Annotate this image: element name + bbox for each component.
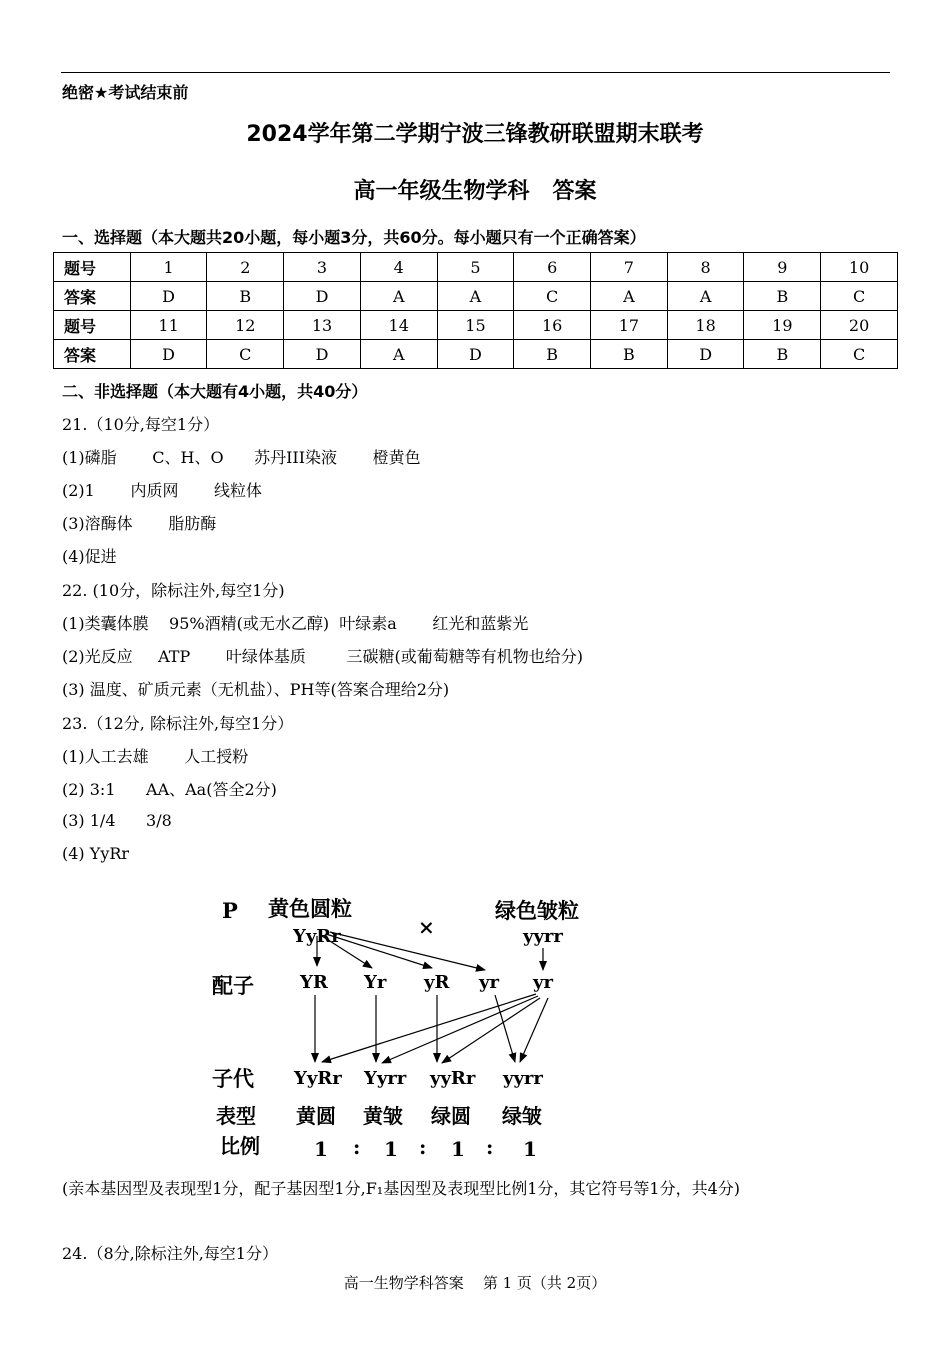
table-cell: B <box>591 340 668 369</box>
table-cell: B <box>744 282 821 311</box>
arrow-line <box>330 932 485 970</box>
table-cell: D <box>284 340 361 369</box>
gamete: yR <box>424 972 450 993</box>
offspring-phenotype: 黄圆 <box>296 1104 336 1128</box>
section1-heading: 一、选择题（本大题共20小题，每小题3分，共60分。每小题只有一个正确答案） <box>62 228 646 247</box>
table-row <box>54 282 898 311</box>
table-cell: A <box>360 282 437 311</box>
gamete: yr <box>533 972 553 993</box>
gamete: yr <box>479 972 499 993</box>
scoring-note: (亲本基因型及表现型1分，配子基因型1分,F₁基因型及表现型比例1分，其它符号等1分，共4分) <box>62 1179 740 1198</box>
answer-line: 22. (10分，除标注外,每空1分) <box>62 581 285 600</box>
offspring-phenotype: 绿皱 <box>502 1104 542 1128</box>
answer-line: (2)1 内质网 线粒体 <box>62 481 263 500</box>
table-cell: A <box>437 282 514 311</box>
offspring-genotype: Yyrr <box>364 1068 407 1089</box>
num-label: 题号 <box>54 311 131 340</box>
table-cell: 4 <box>360 253 437 282</box>
answer-line: (2)光反应 ATP 叶绿体基质 三碳糖(或葡萄糖等有机物也给分) <box>62 647 583 666</box>
table-cell: 12 <box>207 311 284 340</box>
gamete-label: 配子 <box>212 973 254 998</box>
gamete: YR <box>300 972 328 993</box>
table-cell: A <box>360 340 437 369</box>
parent2-phenotype: 绿色皱粒 <box>495 898 579 923</box>
answer-line: (3) 温度、矿质元素（无机盐）、PH等(答案合理给2分) <box>62 680 450 699</box>
table-row <box>54 311 898 340</box>
answer-line: (3)溶酶体 脂肪酶 <box>62 514 217 533</box>
ans-label: 答案 <box>54 340 131 369</box>
answer-line: (1)磷脂 C、H、O 苏丹III染液 橙黄色 <box>62 448 421 467</box>
table-cell: 20 <box>821 311 898 340</box>
table-cell: 1 <box>130 253 207 282</box>
secret-label: 绝密★考试结束前 <box>62 83 189 102</box>
ratio-label: 比例 <box>220 1134 260 1158</box>
table-cell: D <box>284 282 361 311</box>
gamete: Yr <box>364 972 387 993</box>
table-cell: 6 <box>514 253 591 282</box>
table-cell: 14 <box>360 311 437 340</box>
num-label: 题号 <box>54 253 131 282</box>
arrow-line <box>495 995 515 1062</box>
ratio-separator: : <box>419 1135 427 1159</box>
table-cell: 11 <box>130 311 207 340</box>
exam-subtitle: 高一年级生物学科 答案 <box>353 179 597 204</box>
answer-line: (4) YyRr <box>62 844 130 863</box>
arrow-line <box>520 998 548 1062</box>
table-cell: 13 <box>284 311 361 340</box>
answer-line: (3) 1/4 3/8 <box>62 811 172 830</box>
table-cell: 3 <box>284 253 361 282</box>
table-row <box>54 253 898 282</box>
page-footer: 高一生物学科答案 第 1 页（共 2页） <box>343 1274 607 1292</box>
offspring-genotype: YyRr <box>294 1068 342 1089</box>
table-cell: B <box>207 282 284 311</box>
ratio-value: 1 <box>384 1137 398 1161</box>
offspring-phenotype: 黄皱 <box>363 1104 403 1128</box>
table-cell: 8 <box>667 253 744 282</box>
table-cell: 10 <box>821 253 898 282</box>
ratio-value: 1 <box>523 1137 537 1161</box>
answer-line: (1)人工去雄 人工授粉 <box>62 747 249 766</box>
parent1-phenotype: 黄色圆粒 <box>268 896 352 921</box>
cross-symbol: × <box>418 915 435 939</box>
exam-title: 2024学年第二学期宁波三锋教研联盟期末联考 <box>246 122 704 147</box>
ratio-value: 1 <box>451 1137 465 1161</box>
ans-label: 答案 <box>54 282 131 311</box>
header-rule <box>61 72 890 73</box>
table-cell: B <box>514 340 591 369</box>
table-cell: 19 <box>744 311 821 340</box>
table-cell: D <box>130 340 207 369</box>
table-cell: D <box>130 282 207 311</box>
table-cell: D <box>667 340 744 369</box>
parent1-genotype: YyRr <box>293 926 341 947</box>
arrow-line <box>382 996 538 1063</box>
table-cell: C <box>821 282 898 311</box>
phenotype-label: 表型 <box>216 1104 256 1128</box>
table-cell: 15 <box>437 311 514 340</box>
arrow-line <box>322 994 536 1062</box>
arrow-line <box>326 934 432 968</box>
table-cell: 2 <box>207 253 284 282</box>
table-cell: 7 <box>591 253 668 282</box>
table-cell: C <box>207 340 284 369</box>
ratio-separator: : <box>353 1135 361 1159</box>
answer-table <box>53 252 898 369</box>
table-cell: 16 <box>514 311 591 340</box>
p-label: P <box>222 898 238 923</box>
table-cell: 9 <box>744 253 821 282</box>
offspring-genotype: yyRr <box>430 1068 476 1089</box>
offspring-genotype: yyrr <box>503 1068 543 1089</box>
table-cell: A <box>667 282 744 311</box>
answer-line: (2) 3:1 AA、Aa(答全2分) <box>62 780 277 799</box>
table-cell: C <box>514 282 591 311</box>
ratio-value: 1 <box>314 1137 328 1161</box>
table-cell: 17 <box>591 311 668 340</box>
answer-line: (4)促进 <box>62 547 117 566</box>
table-cell: C <box>821 340 898 369</box>
answer-line: (1)类囊体膜 95%酒精(或无水乙醇) 叶绿素a 红光和蓝紫光 <box>62 614 529 633</box>
answer-line: 23.（12分, 除标注外,每空1分） <box>62 714 294 733</box>
answer-line: 24.（8分,除标注外,每空1分） <box>62 1244 278 1263</box>
offspring-label: 子代 <box>212 1066 254 1091</box>
genetic-cross-diagram <box>200 890 620 1165</box>
section2-heading: 二、非选择题（本大题有4小题，共40分） <box>62 382 368 401</box>
table-cell: 5 <box>437 253 514 282</box>
offspring-phenotype: 绿圆 <box>431 1104 471 1128</box>
table-cell: D <box>437 340 514 369</box>
table-cell: B <box>744 340 821 369</box>
parent2-genotype: yyrr <box>523 926 563 947</box>
table-cell: 18 <box>667 311 744 340</box>
ratio-separator: : <box>486 1135 494 1159</box>
table-cell: A <box>591 282 668 311</box>
answer-line: 21.（10分,每空1分） <box>62 415 220 434</box>
table-row <box>54 340 898 369</box>
